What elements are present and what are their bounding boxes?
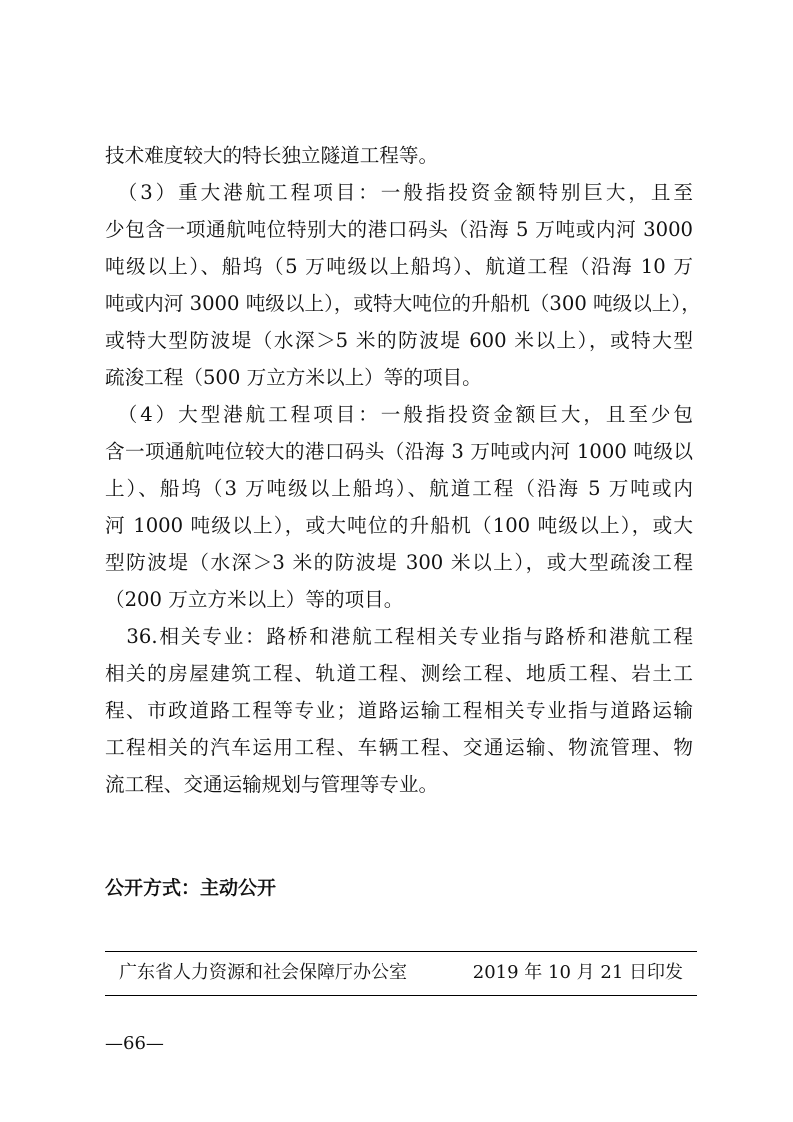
body-line: 少包含一项通航吨位特别大的港口码头（沿海 5 万吨或内河 3000	[105, 218, 693, 241]
body-line: 含一项通航吨位较大的港口码头（沿海 3 万吨或内河 1000 吨级以	[105, 440, 693, 463]
body-line: 吨级以上）、船坞（5 万吨级以上船坞）、航道工程（沿海 10 万	[105, 255, 693, 278]
body-line: 程、市政道路工程等专业；道路运输工程相关专业指与道路运输	[105, 699, 693, 722]
body-line: 疏浚工程（500 万立方米以上）等的项目。	[105, 366, 482, 389]
body-line: 上）、船坞（3 万吨级以上船坞）、航道工程（沿海 5 万吨或内	[105, 477, 693, 500]
page-number: —66—	[105, 1033, 164, 1054]
issuance-footer	[105, 958, 697, 988]
disclosure-method: 公开方式：主动公开	[105, 877, 277, 899]
body-line: 36.相关专业：路桥和港航工程相关专业指与路桥和港航工程	[105, 625, 693, 648]
body-line: （4）大型港航工程项目：一般指投资金额巨大，且至少包	[105, 403, 693, 426]
body-line: 工程相关的汽车运用工程、车辆工程、交通运输、物流管理、物	[105, 736, 693, 759]
footer-top-rule	[105, 951, 697, 952]
footer-bottom-rule	[105, 995, 697, 996]
body-line: 吨或内河 3000 吨级以上），或特大吨位的升船机（300 吨级以上），	[105, 292, 701, 315]
body-line: 流工程、交通运输规划与管理等专业。	[105, 773, 439, 796]
issue-date: 2019 年 10 月 21 日印发	[472, 962, 683, 983]
body-line: （200 万立方米以上）等的项目。	[105, 588, 404, 611]
body-line: 河 1000 吨级以上），或大吨位的升船机（100 吨级以上），或大	[105, 514, 693, 537]
issuing-office: 广东省人力资源和社会保障厅办公室	[119, 962, 407, 983]
body-line: 或特大型防波堤（水深＞5 米的防波堤 600 米以上），或特大型	[105, 329, 693, 352]
body-line: 相关的房屋建筑工程、轨道工程、测绘工程、地质工程、岩土工	[105, 662, 693, 685]
body-line: （3）重大港航工程项目：一般指投资金额特别巨大，且至	[105, 181, 693, 204]
body-line: 技术难度较大的特长独立隧道工程等。	[105, 144, 439, 167]
body-line: 型防波堤（水深＞3 米的防波堤 300 米以上），或大型疏浚工程	[105, 551, 693, 574]
